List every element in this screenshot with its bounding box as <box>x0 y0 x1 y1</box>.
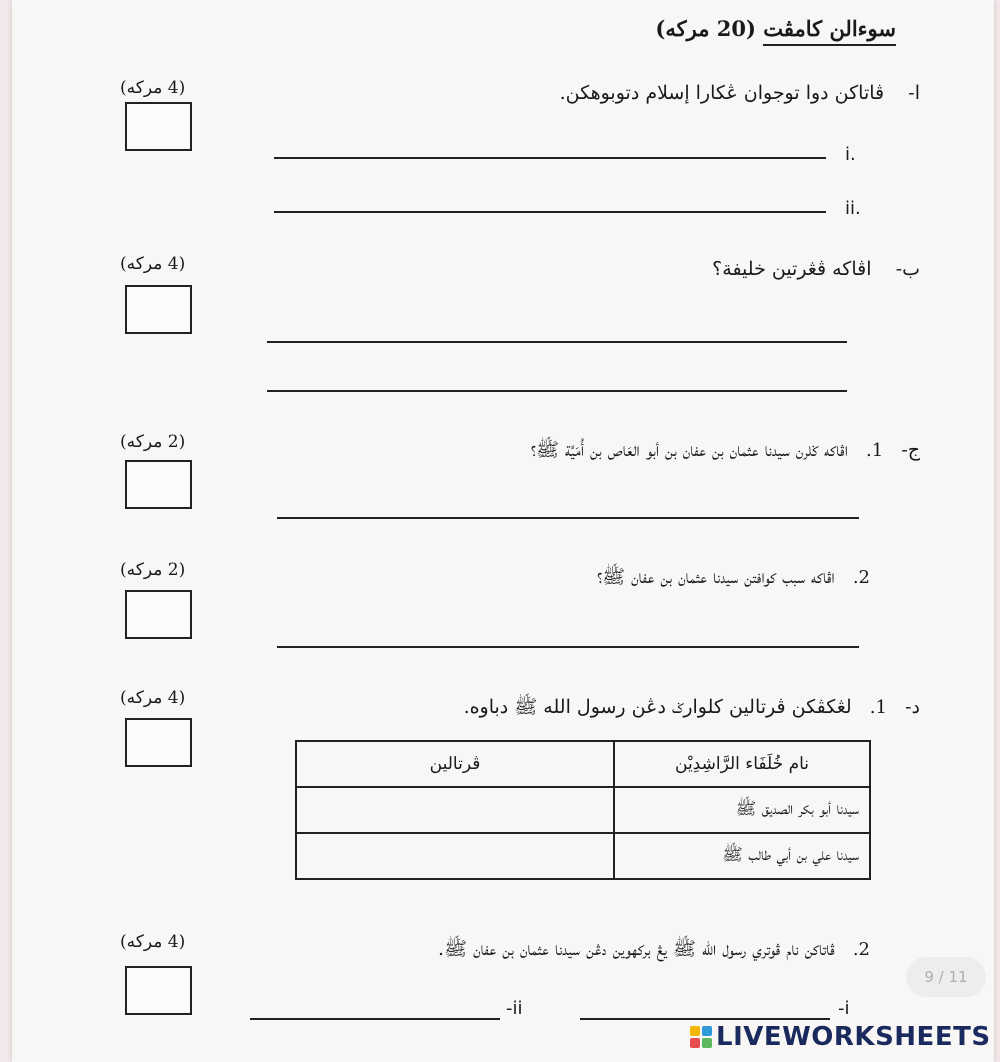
table-header-name: نام خُلَفَاء الرَّاشِدِيْن <box>614 741 870 787</box>
question-d1 <box>464 695 920 723</box>
question-c1 <box>531 438 920 466</box>
section-marks: (20 مركه) <box>655 16 756 41</box>
answer-line-b-2[interactable] <box>267 390 847 392</box>
table-row <box>296 833 870 879</box>
table-cell-answer[interactable] <box>296 833 614 879</box>
question-b-label: ب- <box>895 258 920 280</box>
table-cell-answer[interactable] <box>296 787 614 833</box>
answer-box-b[interactable] <box>125 285 192 334</box>
answer-box-d2[interactable] <box>125 966 192 1015</box>
answer-line-d2-ii[interactable] <box>250 1018 500 1020</box>
question-c-label: ج- <box>901 439 920 461</box>
line-label-d2-ii: -ii <box>506 998 523 1019</box>
question-d2 <box>438 937 870 965</box>
line-label-a-i: i. <box>845 144 856 165</box>
answer-line-a-i[interactable] <box>274 157 826 159</box>
question-a <box>560 82 920 104</box>
question-a-marks: (4 مركه) <box>120 78 186 98</box>
table-row <box>296 787 870 833</box>
page-indicator: 9 / 11 <box>906 957 986 997</box>
question-b-text: اڤاكه ڤڠرتين خليفة؟ <box>712 258 872 280</box>
question-d2-number: 2. <box>852 939 870 960</box>
question-b-marks: (4 مركه) <box>120 254 186 274</box>
liveworksheets-brand <box>690 1022 991 1052</box>
question-d-label: د- <box>905 696 920 718</box>
question-d2-text: ڤاتاكن نام ڤوتري رسول الله ﷺ يڠ بركهوين دڠن سيدنا عثمان بن عفان ﷺ. <box>438 938 835 960</box>
question-d2-marks: (4 مركه) <box>120 932 186 952</box>
answer-box-a[interactable] <box>125 102 192 151</box>
question-a-text: ڤاتاكن دوا توجوان ڠكارا إسلام دتوبوهكن. <box>559 82 885 104</box>
line-label-a-ii: ii. <box>845 198 861 219</box>
question-c1-number: 1. <box>866 440 884 461</box>
question-a-label: ا- <box>908 82 920 104</box>
question-d1-text: لڠكڤكن ڤرتالين كلوارݢ دڠن رسول الله ﷺ دباوه. <box>463 696 852 718</box>
answer-box-d1[interactable] <box>125 718 192 767</box>
table-cell-name: سيدنا أبو بكر الصديق ﷺ <box>614 787 870 833</box>
question-b <box>712 258 920 280</box>
question-d1-marks: (4 مركه) <box>120 688 186 708</box>
question-c1-text: اڤاكه ݢلرن سيدنا عثمان بن عفان بن أبو العَاص بن أُمَيَّة ﷺ؟ <box>530 439 848 461</box>
table-header-relation: ڤرتالين <box>296 741 614 787</box>
answer-line-c1[interactable] <box>277 517 859 519</box>
answer-line-b-1[interactable] <box>267 341 847 343</box>
question-c2 <box>597 565 870 593</box>
question-c2-marks: (2 مركه) <box>120 560 186 580</box>
brand-name: LIVEWORKSHEETS <box>716 1022 991 1052</box>
liveworksheets-logo-icon <box>690 1026 712 1048</box>
question-c1-marks: (2 مركه) <box>120 432 186 452</box>
worksheet-page <box>12 0 994 1062</box>
answer-box-c2[interactable] <box>125 590 192 639</box>
table-header-row <box>296 741 870 787</box>
table-cell-name: سيدنا علي بن أبي طالب ﷺ <box>614 833 870 879</box>
answer-box-c1[interactable] <box>125 460 192 509</box>
answer-line-a-ii[interactable] <box>274 211 826 213</box>
relation-table <box>295 740 871 880</box>
section-header <box>655 16 896 41</box>
section-title: سوءالن كامڤت <box>763 16 896 46</box>
answer-line-d2-i[interactable] <box>580 1018 830 1020</box>
line-label-d2-i: -i <box>838 998 850 1019</box>
question-c2-text: اڤاكه سبب كوافتن سيدنا عثمان بن عفان ﷺ؟ <box>596 566 835 588</box>
question-d1-number: 1. <box>869 697 887 718</box>
question-c2-number: 2. <box>852 567 870 588</box>
answer-line-c2[interactable] <box>277 646 859 648</box>
